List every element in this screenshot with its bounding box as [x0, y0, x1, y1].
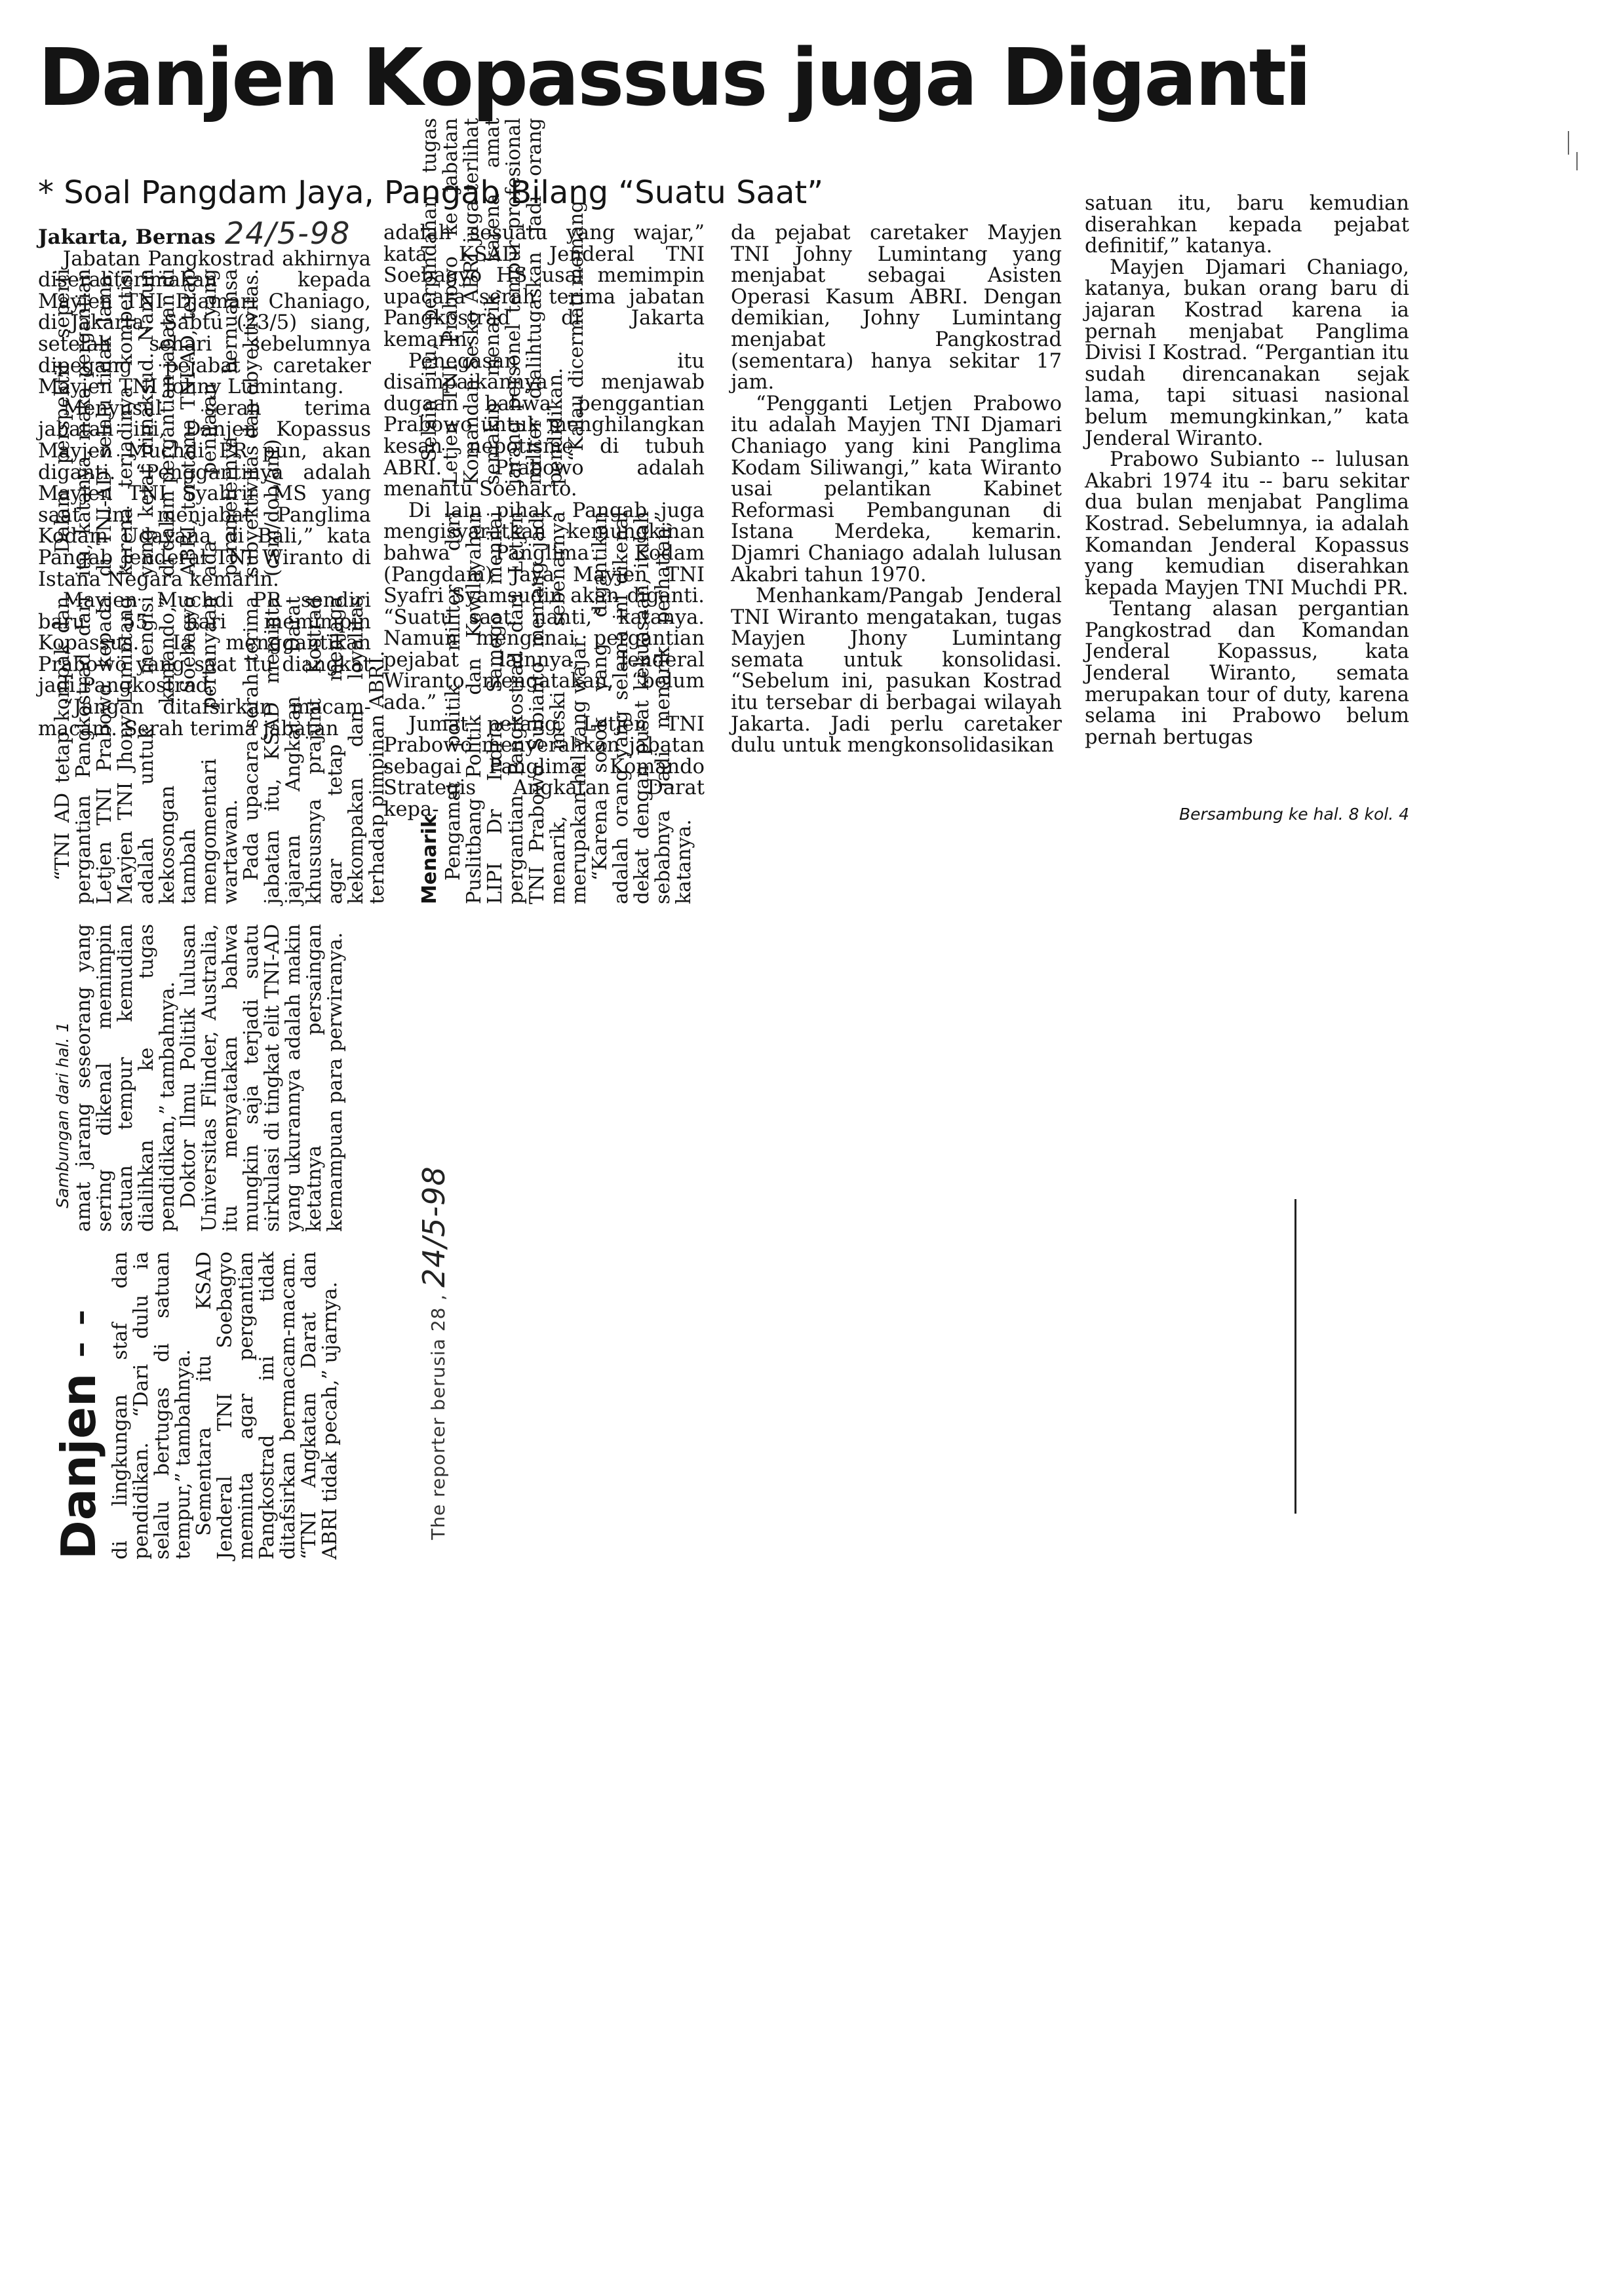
source-note-text: The reporter berusia 28 ,: [427, 1293, 449, 1540]
paragraph: “TNI AD tetap kompak dan pergantian Pangkostrad dari Letjen TNI Prabowo kepada Mayjen TNI Jhony Lumintang adalah untuk mengisi kekosongan komando,” tambah Soebagyo mengomentari pertanyaan wartawan.: [51, 596, 242, 904]
handwritten-date: 24/5-98: [224, 216, 351, 251]
paragraph: Pengamat politik militer dari Puslitbang Politik dan Kewilayahan LIPI Dr Indria Samego menilai pergantian Pangkostrad dari Letjen TNI Prabowo Subianto memang jadi menarik, meski sebenarnya merupakan hal yang wajar.: [442, 511, 591, 904]
article-column-3: [731, 223, 1062, 757]
continuation-headline: [52, 1252, 105, 1559]
paragraph: Jabatan Pangkostrad akhirnya diserahterimakan kepada Mayjen TNI Djamari Chaniago, di Jakarta, Sabtu (23/5) siang, setelah sehari sebelumnya dipegang pejabat caretaker Mayjen TNI Johny Lumintang.: [38, 247, 371, 399]
paragraph: Penegasan itu disampaikannya menjawab dugaan bahwa penggantian Prabowo untuk menghilangkan kesan nepotisme di tubuh ABRI. Prabowo adalah menantu Soeharto.: [383, 349, 705, 501]
paragraph: Dalam perspektif seperti itu, katanya, maka pergantian di TNI-AD selalu tidak lama, karena terjadinya kompetisi yang ketat dimaksud. Namun di dalam pergantian jabatan di ABRI, terutama TNI-AD, tetap ada penilaian yang parameternya bernuansa subyektivitas dan obyektivitas. (csm/dob/ant): [51, 269, 284, 577]
continuation-column-6: [419, 118, 695, 485]
paragraph: satuan itu, baru kemudian diserahkan kepada pejabat definitif,” katanya.: [1085, 192, 1409, 258]
paragraph: “Karena sosok yang digantikan adalah orang yang selama ini dikenal dekat dengan pusat kekuasaan, itulah sebabnya jadi menarik perhatian,” katanya.: [589, 511, 695, 904]
continuation-column-2: [52, 924, 708, 1232]
paragraph: Prabowo Subianto -- lulusan Akabri 1974 itu -- baru sekitar dua bulan menjabat Panglima Kostrad. Sebelumnya, ia adalah Komandan Jenderal Kopassus yang kemudian diserahkan kepada Mayjen TNI Muchdi PR.: [1085, 448, 1409, 600]
paragraph: Menhankam/Pangab Jenderal TNI Wiranto mengatakan, tugas Mayjen Jhony Lumintang semata untuk konsolidasi. “Sebelum ini, pasukan Kostrad itu tersebar di berbagai wilayah Jakarta. Jadi perlu caretaker dulu untuk mengkonsolidasikan: [731, 584, 1062, 757]
paragraph: adalah sesuatu yang wajar,” kata KSAD Jenderal TNI Soebagyo HS usai memimpin upacara serah terima jabatan Pangkostrad di Jakarta kemarin.: [383, 221, 705, 351]
continuation-clipping: [52, 92, 721, 1559]
paragraph: Doktor Ilmu Politik lulusan Universitas Flinder, Australia, itu menyatakan bahwa mungkin saja terjadi suatu sirkulasi di tingkat elit TNI-AD yang ukurannya adalah makin ketatnya persaingan kemampuan para perwiranya.: [177, 924, 347, 1232]
headline: Danjen Kopassus juga Diganti: [38, 33, 1310, 124]
dateline: Jakarta, Bernas: [38, 225, 216, 249]
column-rule: [1294, 1199, 1296, 1514]
continuation-headline-dash: - -: [51, 1309, 106, 1373]
paragraph: “Kalau dicermati memang: [565, 200, 588, 461]
subheadline: * Soal Pangdam Jaya, Pangab Bilang “Suatu Saat”: [38, 174, 824, 211]
paragraph: di lingkungan staf dan pendidikan. “Dari dulu ia selalu bertugas di satuan tempur,” tambahnya.: [109, 1252, 195, 1559]
article-column-4: [1085, 193, 1409, 748]
continuation-column-1: [52, 1252, 708, 1559]
continuation-handwritten-date: 24/5-98: [416, 1166, 452, 1288]
paragraph: da pejabat caretaker Mayjen TNI Johny Lumintang yang menjabat sebagai Asisten Operasi Kasum ABRI. Dengan demikian, Johny Lumintang menjabat Pangkostrad (sementara) hanya sekitar 17 jam.: [731, 221, 1062, 394]
paragraph: “Pengganti Letjen Prabowo itu adalah Mayjen TNI Djamari Chaniago yang kini Panglima Kodam Siliwangi,” kata Wiranto usai pelantikan Kabinet Reformasi Pembangunan di Istana Merdeka, kemarin. Djamri Chaniago adalah lulusan Akabri tahun 1970.: [731, 392, 1062, 586]
paragraph: Menyusul serah terima jabatan ini, Danjen Kopassus Mayjen Muchdi PR pun, akan diganti. “Penggantinya adalah Mayjen TNI Syahrir MS yang saat ini menjabat Panglima Kodam Udayana di Bali,” kata Pangab Jenderal TNI Wiranto di Istana Negara kemarin.: [38, 396, 371, 591]
continuation-column-5: [419, 511, 695, 904]
paragraph: Tentang alasan pergantian Pangkostrad dan Komandan Jenderal Kopassus, kata Jenderal Wiranto, semata merupakan tour of duty, karena selama ini Prabowo belum pernah bertugas: [1085, 598, 1409, 749]
scan-mark: [1568, 131, 1569, 155]
section-heading: Menarik: [418, 814, 441, 904]
continued-note: Bersambung ke hal. 8 kol. 4: [1178, 805, 1409, 824]
paragraph: Di lain pihak, Pangab juga mengisyaratkan kemungkinan bahwa Panglima Kodam (Pangdam) Jaya Mayjen TNI Syafri Syamsudin akan diganti. “Suatu saat, nanti,” katanya. Namun mengenai pergantian pejabat lainnya, Jenderal Wiranto mengatakan, “belum ada.”: [383, 499, 705, 715]
paragraph: Pada upacara serah terima jabatan itu, KSAD meminta jajaran Angkatan Darat khususnya prajurit Kostrad agar tetap menjaga kekompakan dan loyalitas terhadap pimpinan ABRI.: [240, 596, 389, 904]
paragraph: Sementara itu KSAD Jenderal TNI Soebagyo meminta agar pergantian Pangkostrad ini tidak ditafsirkan bermacam-macam. “TNI Angkatan Darat dan ABRI tidak pecah,” ujarnya.: [193, 1252, 341, 1559]
paragraph: Mayjen Muchdi PR sendiri baru 55 hari memimpin Kopassus. Ia menggantikan Prabowo yang saat itu diangkat jadi Pangkostrad.: [38, 589, 371, 698]
continued-from-note: Sambungan dari hal. 1: [53, 1022, 72, 1208]
paragraph: “Jangan ditafsirkan macam-macam. Serah terima jabatan: [38, 696, 371, 740]
paragraph: Selain itu, perpindahan tugas Letjen TNI Prabowo ke jabatan Komandan Sesko ABRI juga terlihat semakin menarik, karena amat jarang personel tempur profesional militer dialihtugaskan jadi orang pendidikan.: [418, 118, 567, 485]
paragraph: amat jarang seseorang yang sering dikenal memimpin satuan tempur kemudian dialihkan ke tugas pendidikan,” tambahnya.: [72, 924, 179, 1232]
paragraph: Mayjen Djamari Chaniago, katanya, bukan orang baru di jajaran Kostrad karena ia pernah menjabat Panglima Divisi I Kostrad. “Pergantian itu sudah direncanakan sejak lama, tapi situasi nasional belum memungkinkan,” kata Jenderal Wiranto.: [1085, 256, 1409, 450]
scan-mark: [1576, 152, 1578, 170]
paragraph: Jumat petang, Letjen TNI Prabowo menyerahkan jabatan sebagai Panglima Komando Strategis Angkatan Darat kepa-: [383, 712, 705, 822]
continuation-headline-word: Danjen: [51, 1373, 106, 1559]
